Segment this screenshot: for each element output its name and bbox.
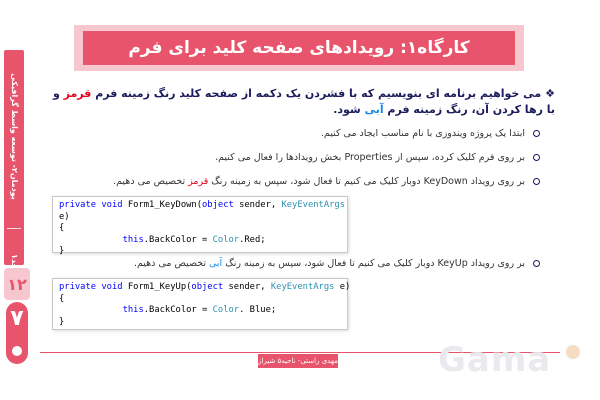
sidebar-course-label: پودمان۲- توسعه واسط گرافیکی: [9, 72, 19, 200]
step-item: بر روی رویداد KeyUp دوبار کلیک می کنیم تا فعال شود، سپس به زمینه رنگ آبی تخصیص می دهیم.: [134, 258, 540, 269]
title-banner: [74, 25, 524, 71]
circle-bullet-icon: [533, 178, 540, 185]
lesson-badge-dot: [12, 346, 22, 356]
circle-bullet-icon: [533, 260, 540, 267]
author-label: مهدی راستی- ناحیه۵ شیراز: [258, 354, 338, 368]
intro-blue-word: آبی: [364, 103, 384, 116]
code-block-keyup: private void Form1_KeyUp(object sender, KeyEventArgs e) { this.BackColor = Color. Blue; }: [52, 278, 348, 330]
lesson-number: ۷: [10, 306, 24, 331]
page-number-badge: ۱۲: [4, 268, 30, 300]
step-item: بر روی فرم کلیک کرده، سپس از Properties بخش رویدادها را فعال می کنیم.: [215, 152, 540, 163]
code-block-keydown: private void Form1_KeyDown(object sender, KeyEventArgs e) { this.BackColor = Color.Red; }: [52, 196, 348, 253]
sidebar: [4, 50, 24, 269]
intro-paragraph: ❖می خواهیم برنامه ای بنویسیم که با فشردن یک دکمه از صفحه کلید رنگ زمینه فرم قرمز و با رها کردن آن، رنگ زمینه فرم آبی شود.: [52, 87, 555, 116]
step-item: بر روی رویداد KeyDown دوبار کلیک می کنیم تا فعال شود، سپس به زمینه رنگ قرمز تخصیص می دهیم.: [113, 176, 540, 187]
sidebar-unit-label: حد۱: [9, 253, 19, 269]
step-item: ابتدا یک پروژه ویندوزی با نام مناسب ایجاد می کنیم.: [321, 128, 540, 139]
watermark-dot-icon: [566, 345, 580, 359]
watermark-logo: Gama: [438, 340, 552, 380]
intro-red-word: قرمز: [63, 87, 92, 100]
diamond-bullet-icon: ❖: [545, 87, 555, 100]
page-title: کارگاه۱: رویدادهای صفحه کلید برای فرم: [128, 38, 470, 58]
circle-bullet-icon: [533, 154, 540, 161]
circle-bullet-icon: [533, 130, 540, 137]
sidebar-divider: [7, 228, 21, 229]
